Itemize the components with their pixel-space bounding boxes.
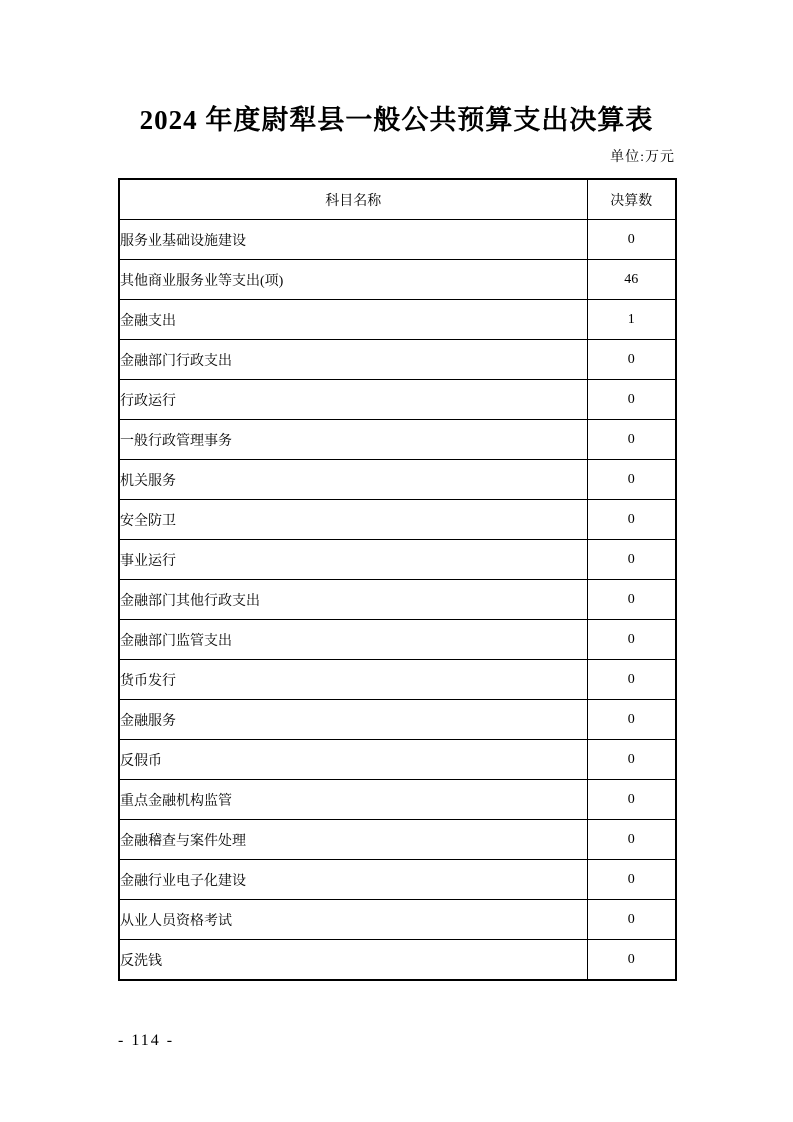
subject-name-cell: 金融支出 bbox=[119, 300, 587, 340]
table-row bbox=[119, 460, 676, 500]
subject-name-cell: 反假币 bbox=[119, 740, 587, 780]
final-amount-cell: 1 bbox=[587, 300, 676, 340]
unit-note: 单位:万元 bbox=[610, 150, 675, 165]
subject-name-cell: 金融部门监管支出 bbox=[119, 620, 587, 660]
table-row bbox=[119, 620, 676, 660]
subject-name-cell: 从业人员资格考试 bbox=[119, 900, 587, 940]
subject-name-cell: 服务业基础设施建设 bbox=[119, 220, 587, 260]
final-amount-cell: 0 bbox=[587, 820, 676, 860]
table-row bbox=[119, 500, 676, 540]
table-row bbox=[119, 340, 676, 380]
final-amount-cell: 0 bbox=[587, 500, 676, 540]
subject-name-cell: 重点金融机构监管 bbox=[119, 780, 587, 820]
table-row bbox=[119, 260, 676, 300]
subject-name-cell: 其他商业服务业等支出(项) bbox=[119, 260, 587, 300]
subject-name-cell: 金融部门行政支出 bbox=[119, 340, 587, 380]
table-row bbox=[119, 660, 676, 700]
final-amount-cell: 0 bbox=[587, 740, 676, 780]
table-row bbox=[119, 700, 676, 740]
table-row bbox=[119, 940, 676, 981]
table-row bbox=[119, 300, 676, 340]
final-amount-cell: 0 bbox=[587, 860, 676, 900]
table-row bbox=[119, 820, 676, 860]
final-amount-cell: 0 bbox=[587, 660, 676, 700]
subject-name-cell: 行政运行 bbox=[119, 380, 587, 420]
subject-name-cell: 金融服务 bbox=[119, 700, 587, 740]
final-amount-cell: 0 bbox=[587, 340, 676, 380]
page-number: - 114 - bbox=[118, 1032, 175, 1049]
table-header-row bbox=[119, 179, 676, 220]
final-amount-cell: 0 bbox=[587, 220, 676, 260]
final-amount-cell: 0 bbox=[587, 460, 676, 500]
final-amount-cell: 46 bbox=[587, 260, 676, 300]
budget-table bbox=[118, 178, 677, 981]
subject-name-cell: 金融稽查与案件处理 bbox=[119, 820, 587, 860]
final-amount-cell: 0 bbox=[587, 540, 676, 580]
subject-name-cell: 金融部门其他行政支出 bbox=[119, 580, 587, 620]
table-body bbox=[119, 220, 676, 981]
table-row bbox=[119, 220, 676, 260]
subject-name-cell: 安全防卫 bbox=[119, 500, 587, 540]
table-row bbox=[119, 380, 676, 420]
subject-name-cell: 货币发行 bbox=[119, 660, 587, 700]
final-amount-cell: 0 bbox=[587, 380, 676, 420]
table-row bbox=[119, 900, 676, 940]
final-amount-cell: 0 bbox=[587, 780, 676, 820]
subject-name-cell: 一般行政管理事务 bbox=[119, 420, 587, 460]
final-amount-cell: 0 bbox=[587, 580, 676, 620]
subject-name-cell: 金融行业电子化建设 bbox=[119, 860, 587, 900]
column-header-final-amount: 决算数 bbox=[587, 179, 676, 220]
final-amount-cell: 0 bbox=[587, 940, 676, 981]
final-amount-cell: 0 bbox=[587, 700, 676, 740]
column-header-subject-name: 科目名称 bbox=[119, 179, 587, 220]
table-row bbox=[119, 780, 676, 820]
page-title: 2024 年度尉犁县一般公共预算支出决算表 bbox=[139, 105, 654, 135]
table-row bbox=[119, 420, 676, 460]
table-row bbox=[119, 740, 676, 780]
subject-name-cell: 事业运行 bbox=[119, 540, 587, 580]
subject-name-cell: 机关服务 bbox=[119, 460, 587, 500]
subject-name-cell: 反洗钱 bbox=[119, 940, 587, 981]
final-amount-cell: 0 bbox=[587, 900, 676, 940]
table-row bbox=[119, 580, 676, 620]
final-amount-cell: 0 bbox=[587, 420, 676, 460]
final-amount-cell: 0 bbox=[587, 620, 676, 660]
table-row bbox=[119, 860, 676, 900]
table-row bbox=[119, 540, 676, 580]
